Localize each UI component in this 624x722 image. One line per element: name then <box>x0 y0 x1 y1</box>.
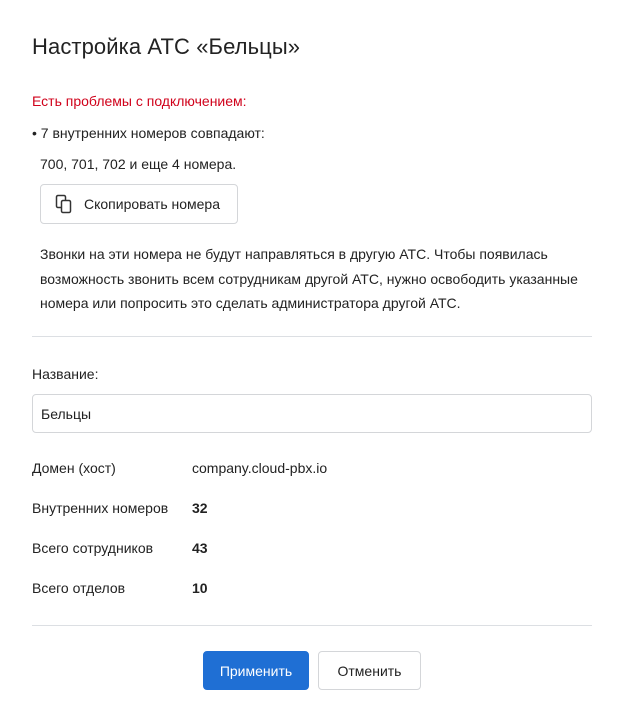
info-row-domain <box>32 460 592 480</box>
info-value: company.cloud-pbx.io <box>192 460 328 476</box>
info-row-employees <box>32 540 592 560</box>
info-value: 43 <box>192 540 208 556</box>
divider <box>32 336 592 337</box>
conflict-note-text: Звонки на эти номера не будут направляться в другую АТС. Чтобы появилась возможность звонить всем сотрудникам другой АТС, нужно освободить указанные номера или попросить это сделать администратора другой АТС. <box>40 246 578 311</box>
apply-button[interactable]: Применить <box>203 651 309 690</box>
copy-icon <box>55 194 73 214</box>
name-label: Название: <box>32 366 99 382</box>
connection-error-text: Есть проблемы с подключением: <box>32 93 247 109</box>
conflicting-numbers-text: 700, 701, 702 и еще 4 номера. <box>40 156 237 172</box>
info-label: Домен (хост) <box>32 460 116 476</box>
dialog-title: Настройка АТС «Бельцы» <box>32 34 301 59</box>
info-label: Всего сотрудников <box>32 540 154 556</box>
name-input[interactable] <box>32 394 592 433</box>
info-label: Внутренних номеров <box>32 500 169 516</box>
info-value: 10 <box>192 580 208 596</box>
copy-numbers-button[interactable] <box>40 184 238 224</box>
info-row-departments <box>32 580 592 600</box>
info-row-extensions <box>32 500 592 520</box>
cancel-button[interactable]: Отменить <box>318 651 421 690</box>
info-label: Всего отделов <box>32 580 126 596</box>
divider <box>32 625 592 626</box>
copy-numbers-label: Скопировать номера <box>84 196 221 212</box>
info-value: 32 <box>192 500 208 516</box>
conflict-bullet-text: • 7 внутренних номеров совпадают: <box>32 125 265 141</box>
